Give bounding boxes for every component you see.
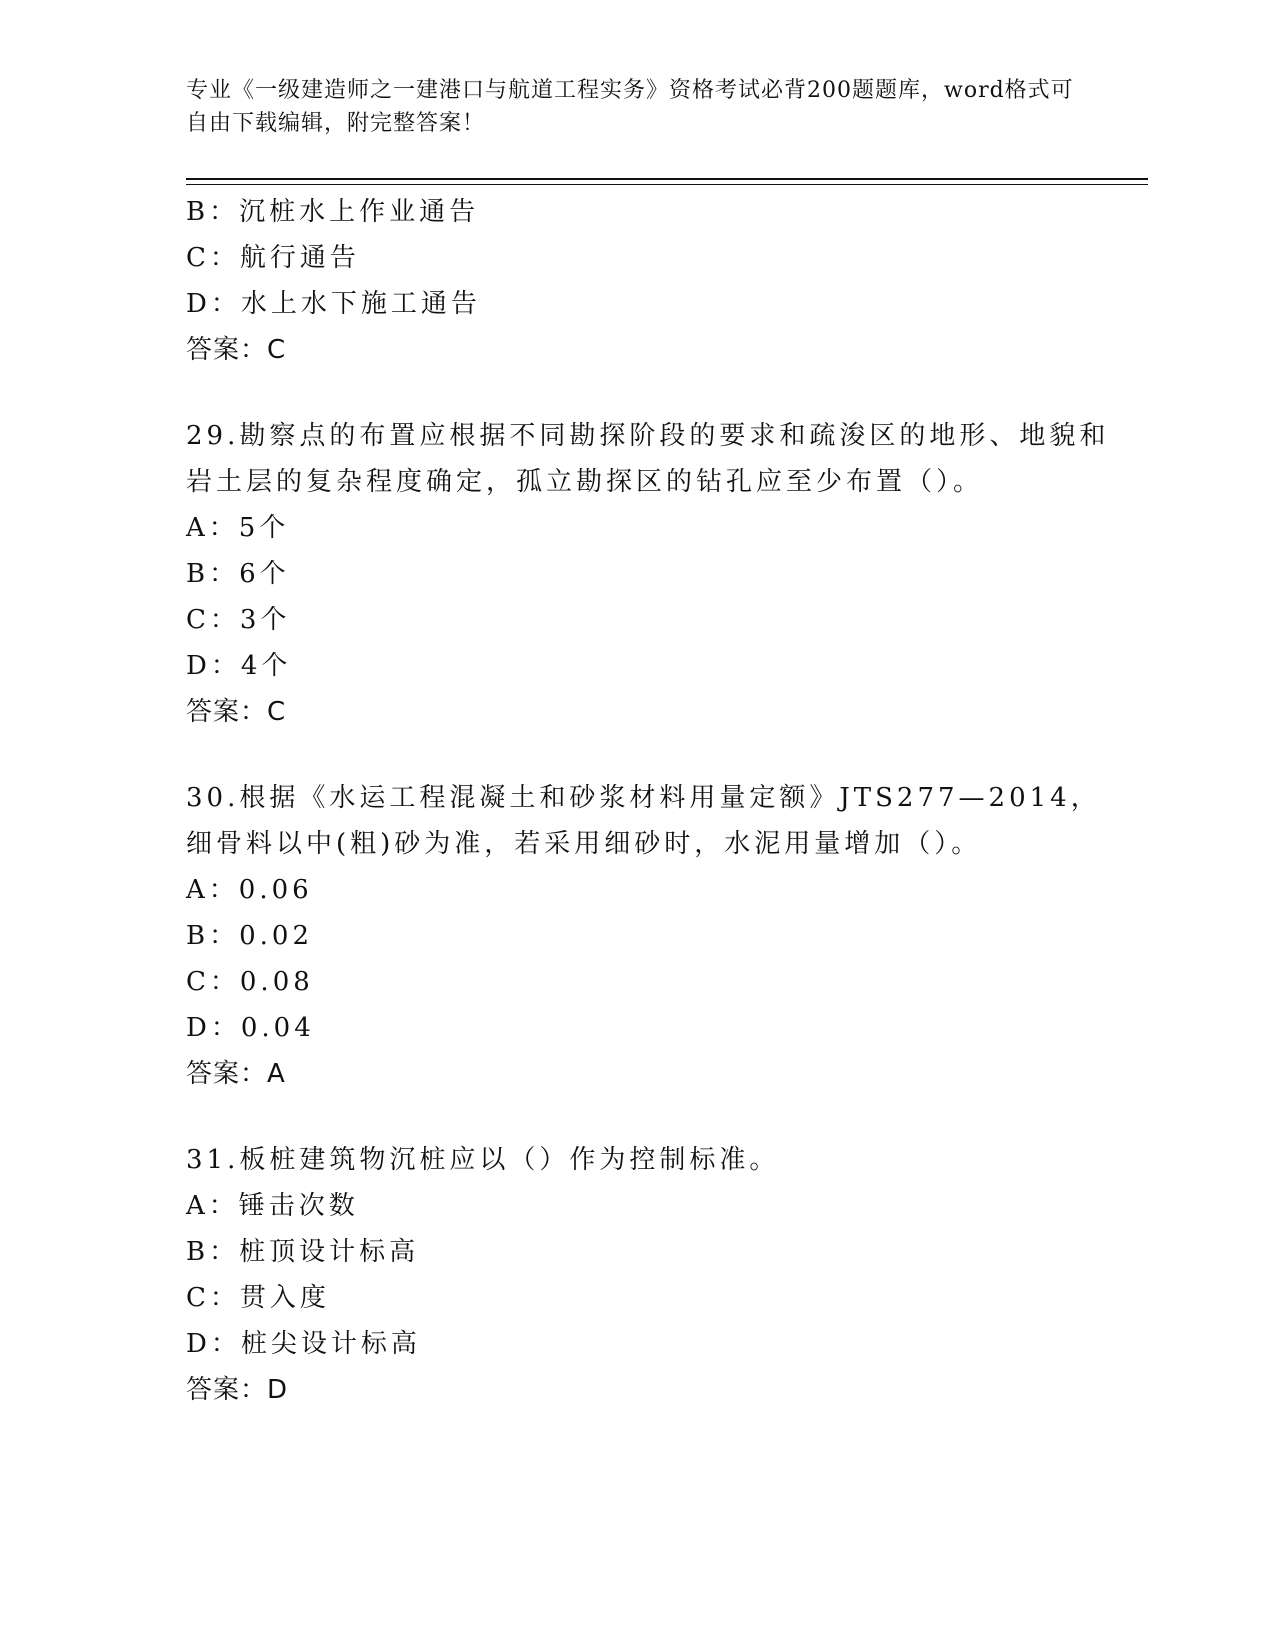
- document-body: [186, 189, 1126, 1413]
- option-c: C：航行通告: [186, 243, 360, 273]
- answer: 答案：A: [186, 1059, 286, 1089]
- answer: 答案：C: [186, 697, 287, 727]
- option-d: D：4个: [186, 651, 292, 681]
- option-b: B：沉桩水上作业通告: [186, 197, 480, 227]
- continued-question: [186, 189, 1126, 373]
- question-text: 29.勘察点的布置应根据不同勘探阶段的要求和疏浚区的地形、地貌和岩土层的复杂程度确定，孤立勘探区的钻孔应至少布置（）。: [186, 421, 1110, 497]
- option-b: B：桩顶设计标高: [186, 1237, 420, 1267]
- question-31: [186, 1137, 1126, 1413]
- header-rule-thin: [186, 184, 1148, 185]
- document-header: 专业《一级建造师之一建港口与航道工程实务》资格考试必背200题题库，word格式可自由下载编辑，附完整答案！: [186, 78, 1074, 136]
- option-a: A：0.06: [186, 875, 313, 905]
- option-b: B：0.02: [186, 921, 313, 951]
- question-30: [186, 775, 1126, 1097]
- answer: 答案：C: [186, 335, 287, 365]
- question-29: [186, 413, 1126, 735]
- option-d: D：桩尖设计标高: [186, 1329, 421, 1359]
- answer: 答案：D: [186, 1375, 289, 1405]
- option-a: A：锤击次数: [186, 1191, 359, 1221]
- option-d: D：水上水下施工通告: [186, 289, 481, 319]
- option-a: A：5个: [186, 513, 290, 543]
- option-d: D：0.04: [186, 1013, 315, 1043]
- option-b: B：6个: [186, 559, 290, 589]
- question-text: 31.板桩建筑物沉桩应以（）作为控制标准。: [186, 1145, 780, 1175]
- option-c: C：3个: [186, 605, 291, 635]
- question-text: 30.根据《水运工程混凝土和砂浆材料用量定额》JTS277—2014，细骨料以中(粗)砂为准，若采用细砂时，水泥用量增加（）。: [186, 783, 1101, 859]
- header-rule-thick: [186, 178, 1148, 180]
- option-c: C：0.08: [186, 967, 314, 997]
- option-c: C：贯入度: [186, 1283, 330, 1313]
